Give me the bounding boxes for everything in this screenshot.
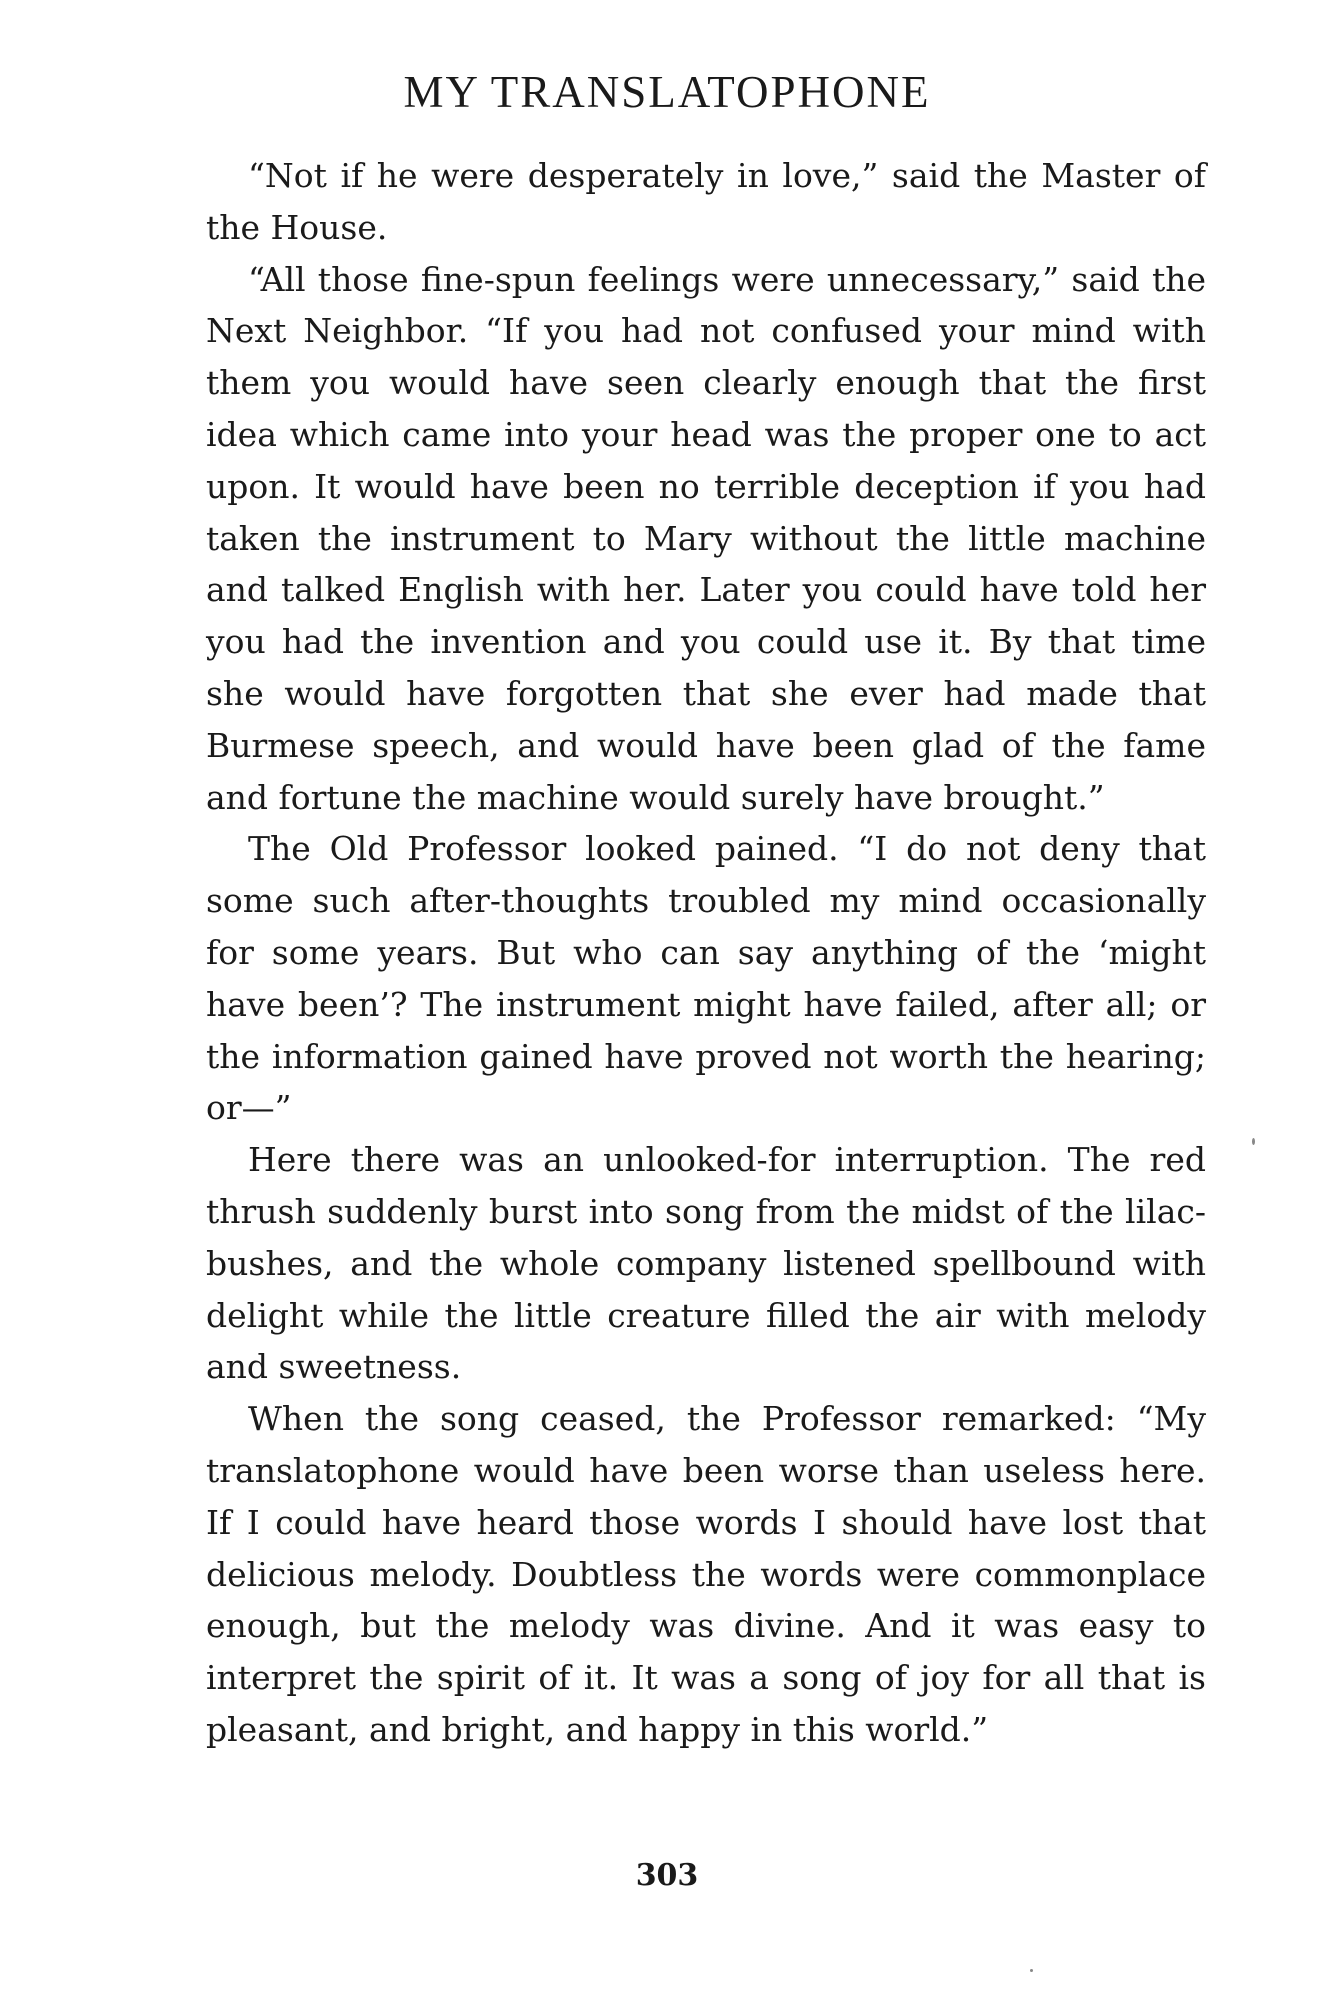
body-text bbox=[206, 150, 1206, 1756]
print-speck bbox=[1252, 1138, 1255, 1145]
paragraph: “All those fine-spun feelings were unnecessary,” said the Next Neighbor. “If you had not confused your mind with them you would have seen clearly enough that the first idea which came into your head was the proper one to act upon. It would have been no terrible deception if you had taken the instrument to Mary without the little machine and talked English with her. Later you could have told her you had the invention and you could use it. By that time she would have forgotten that she ever had made that Burmese speech, and would have been glad of the fame and fortune the machine would surely have brought.” bbox=[206, 259, 1206, 817]
paragraph: The Old Professor looked pained. “I do not deny that some such after-thoughts troubled my mind occasionally for some years. But who can say anything of the ‘might have been’? The instrument might have failed, after all; or the information gained have proved not worth the hearing; or—” bbox=[206, 829, 1206, 1128]
paragraph: When the song ceased, the Professor remarked: “My translatophone would have been worse than useless here. If I could have heard those words I should have lost that delicious melody. Doubtless the words were commonplace enough, but the melody was divine. And it was easy to interpret the spirit of it. It was a song of joy for all that is pleasant, and bright, and happy in this world.” bbox=[206, 1399, 1206, 1749]
page-number: 303 bbox=[635, 1858, 699, 1893]
running-head: MY TRANSLATOPHONE bbox=[403, 67, 931, 117]
print-speck bbox=[1030, 1969, 1033, 1972]
paragraph: Here there was an unlooked-for interruption. The red thrush suddenly burst into song from the midst of the lilac-bushes, and the whole company listened spellbound with delight while the little creature filled the air with melody and sweetness. bbox=[206, 1140, 1206, 1387]
paragraph: “Not if he were desperately in love,” said the Master of the House. bbox=[206, 156, 1206, 247]
